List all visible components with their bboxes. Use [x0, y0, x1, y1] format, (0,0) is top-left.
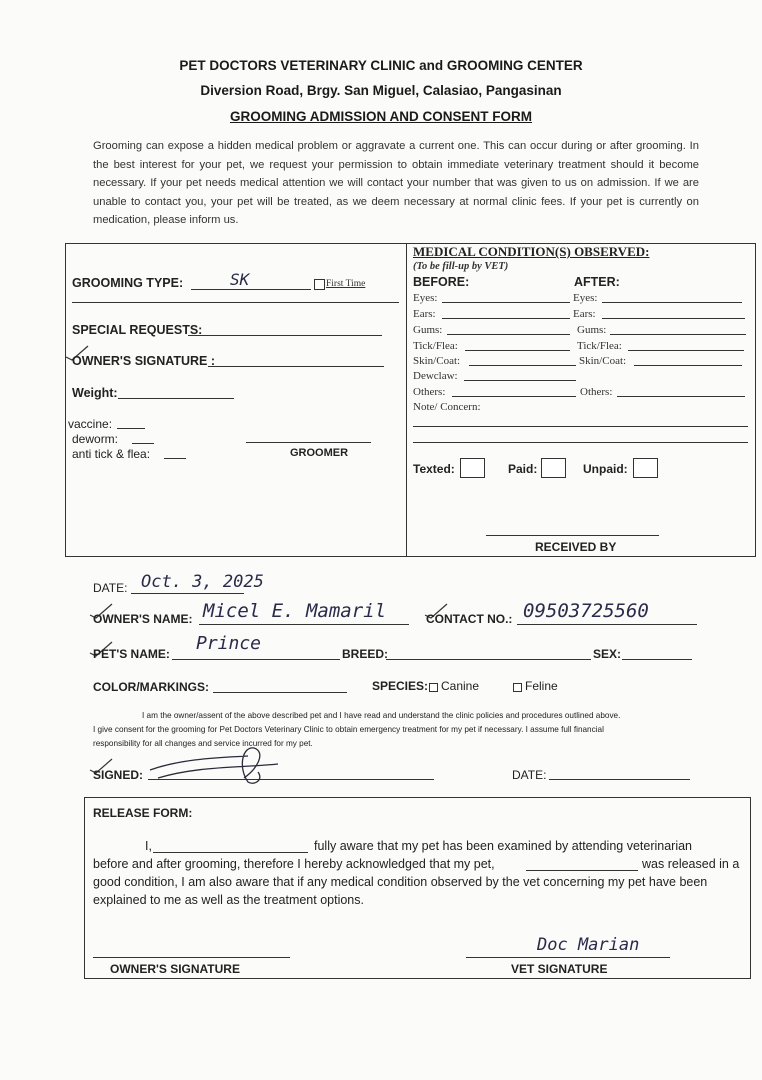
release-title: RELEASE FORM:	[93, 806, 193, 820]
sex-label: SEX:	[593, 647, 622, 661]
contact-label: CONTACT NO.:	[426, 612, 513, 626]
after-ears-line[interactable]	[602, 318, 745, 319]
texted-label: Texted:	[413, 462, 455, 476]
consent-line-2: I give consent for the grooming for Pet Doctors Veterinary Clinic to obtain emergency treatment for my pet if necessary. I assume full financial	[93, 725, 604, 734]
grooming-extra-line	[72, 302, 399, 303]
form-title: GROOMING ADMISSION AND CONSENT FORM	[230, 109, 532, 124]
vet-signature-line[interactable]	[466, 957, 670, 958]
weight-line[interactable]	[118, 398, 234, 399]
deworm-label: deworm:	[72, 432, 119, 446]
before-dewclaw-label: Dewclaw:	[413, 370, 458, 382]
after-gums-line[interactable]	[610, 334, 746, 335]
consent-line-3: responsibility for all changes and service incurred for my pet.	[93, 739, 313, 748]
after-eyes-line[interactable]	[602, 302, 742, 303]
breed-label: BREED:	[342, 647, 389, 661]
release-text-4: explained to me as well as the treatment options.	[93, 893, 364, 907]
medical-subtitle: (To be fill-up by VET)	[413, 261, 509, 272]
after-gums-label: Gums:	[577, 324, 607, 336]
feline-checkbox[interactable]	[513, 683, 522, 692]
owner-name-label: OWNER'S NAME:	[93, 612, 193, 626]
first-time-checkbox[interactable]	[314, 279, 325, 290]
after-eyes-label: Eyes:	[573, 292, 598, 304]
intro-paragraph: Grooming can expose a hidden medical problem or aggravate a current one. This can occur during or after grooming. In the best interest for your pet, we request your permission to obtain immediate veterinary treatment should it become necessary. If your pet needs medical attention we will contact your number that was given to us on admission. If we are unable to contact you, your pet will be treated, as we deem necessary at normal clinic fees. If your pet is currently on medication, please inform us.	[93, 140, 699, 226]
color-line[interactable]	[213, 692, 347, 693]
breed-line[interactable]	[386, 659, 591, 660]
after-skin-line[interactable]	[634, 365, 742, 366]
date-label: DATE:	[93, 581, 128, 595]
release-name-line[interactable]	[153, 852, 308, 853]
before-ears-line[interactable]	[442, 318, 570, 319]
pet-name-value[interactable]: Prince	[196, 633, 262, 654]
before-tick-label: Tick/Flea:	[413, 340, 458, 352]
vet-signature-label: VET SIGNATURE	[511, 962, 608, 976]
after-tick-label: Tick/Flea:	[577, 340, 622, 352]
canine-checkbox[interactable]	[429, 683, 438, 692]
color-label: COLOR/MARKINGS:	[93, 680, 209, 694]
release-i: I,	[145, 839, 152, 853]
after-others-label: Others:	[580, 386, 613, 398]
consent-line-1: I am the owner/assent of the above described pet and I have read and understand the clinic policies and procedures outlined above.	[142, 711, 621, 720]
before-eyes-line[interactable]	[442, 302, 570, 303]
date-value[interactable]: Oct. 3, 2025	[141, 572, 264, 592]
feline-label: Feline	[525, 679, 558, 693]
release-text-1: fully aware that my pet has been examined by attending veterinarian	[314, 839, 693, 853]
unpaid-label: Unpaid:	[583, 462, 628, 476]
groomer-label: GROOMER	[290, 447, 349, 459]
after-label: AFTER:	[574, 275, 620, 289]
special-requests-label: SPECIAL REQUESTS:	[72, 323, 203, 337]
tick-flea-line[interactable]	[164, 458, 186, 459]
note-line-1[interactable]	[413, 426, 748, 427]
release-text-2a: before and after grooming, therefore I hereby acknowledged that my pet,	[93, 857, 495, 871]
owner-name-value[interactable]: Micel E. Mamaril	[203, 600, 387, 622]
before-dewclaw-line[interactable]	[464, 380, 576, 381]
release-pet-line[interactable]	[526, 870, 638, 871]
owner-release-signature-line[interactable]	[93, 957, 290, 958]
consent-date-label: DATE:	[512, 768, 547, 782]
vaccine-label: vaccine:	[68, 417, 113, 431]
owner-signature-label: OWNER'S SIGNATURE :	[72, 354, 216, 368]
note-concern-label: Note/ Concern:	[413, 401, 481, 413]
weight-label: Weight:	[72, 386, 118, 400]
received-by-line[interactable]	[486, 535, 659, 536]
panel-divider	[406, 243, 407, 556]
before-tick-line[interactable]	[465, 350, 570, 351]
contact-value[interactable]: 09503725560	[523, 600, 649, 622]
after-others-line[interactable]	[617, 396, 745, 397]
owner-name-line[interactable]	[199, 624, 409, 625]
before-ears-label: Ears:	[413, 308, 436, 320]
release-text-2b: was released in a	[642, 857, 740, 871]
admission-box	[65, 243, 756, 557]
paid-checkbox[interactable]	[541, 458, 566, 478]
before-gums-label: Gums:	[413, 324, 443, 336]
texted-checkbox[interactable]	[460, 458, 485, 478]
after-ears-label: Ears:	[573, 308, 596, 320]
after-skin-label: Skin/Coat:	[579, 355, 627, 367]
before-gums-line[interactable]	[447, 334, 570, 335]
pet-name-label: PET'S NAME:	[93, 647, 170, 661]
before-others-label: Others:	[413, 386, 446, 398]
vaccine-line[interactable]	[117, 428, 145, 429]
grooming-type-label: GROOMING TYPE:	[72, 276, 184, 290]
before-eyes-label: Eyes:	[413, 292, 438, 304]
pet-name-line[interactable]	[172, 659, 340, 660]
before-others-line[interactable]	[452, 396, 576, 397]
note-line-2[interactable]	[413, 442, 748, 443]
contact-line[interactable]	[517, 624, 697, 625]
consent-date-line[interactable]	[549, 779, 690, 780]
grooming-type-line	[191, 289, 311, 290]
deworm-line[interactable]	[132, 443, 154, 444]
before-label: BEFORE:	[413, 275, 470, 289]
received-by-label: RECEIVED BY	[535, 540, 617, 554]
medical-title: MEDICAL CONDITION(S) OBSERVED:	[413, 244, 650, 259]
sex-line[interactable]	[622, 659, 692, 660]
paid-label: Paid:	[508, 462, 538, 476]
special-requests-line[interactable]	[188, 335, 382, 336]
owner-signature-line[interactable]	[208, 366, 384, 367]
release-text-3: good condition, I am also aware that if any medical condition observed by the vet concerning my pet have been	[93, 875, 708, 889]
canine-label: Canine	[441, 679, 480, 693]
first-time-label: First Time	[326, 279, 366, 289]
clinic-address: Diversion Road, Brgy. San Miguel, Calasiao, Pangasinan	[200, 83, 562, 98]
owner-release-signature-label: OWNER'S SIGNATURE	[110, 962, 240, 976]
groomer-line[interactable]	[246, 442, 371, 443]
species-label: SPECIES:	[372, 679, 429, 693]
after-tick-line[interactable]	[628, 350, 744, 351]
grooming-type-value[interactable]: SK	[230, 270, 250, 289]
unpaid-checkbox[interactable]	[633, 458, 658, 478]
before-skin-line[interactable]	[469, 365, 576, 366]
vet-signature-value[interactable]: Doc Marian	[537, 935, 640, 955]
signed-label: SIGNED:	[93, 768, 144, 782]
clinic-name: PET DOCTORS VETERINARY CLINIC and GROOMING CENTER	[179, 58, 583, 73]
before-skin-label: Skin/Coat:	[413, 355, 461, 367]
tick-flea-label: anti tick & flea:	[72, 447, 151, 461]
date-line[interactable]	[131, 593, 244, 594]
owner-signature-scribble	[148, 738, 288, 788]
